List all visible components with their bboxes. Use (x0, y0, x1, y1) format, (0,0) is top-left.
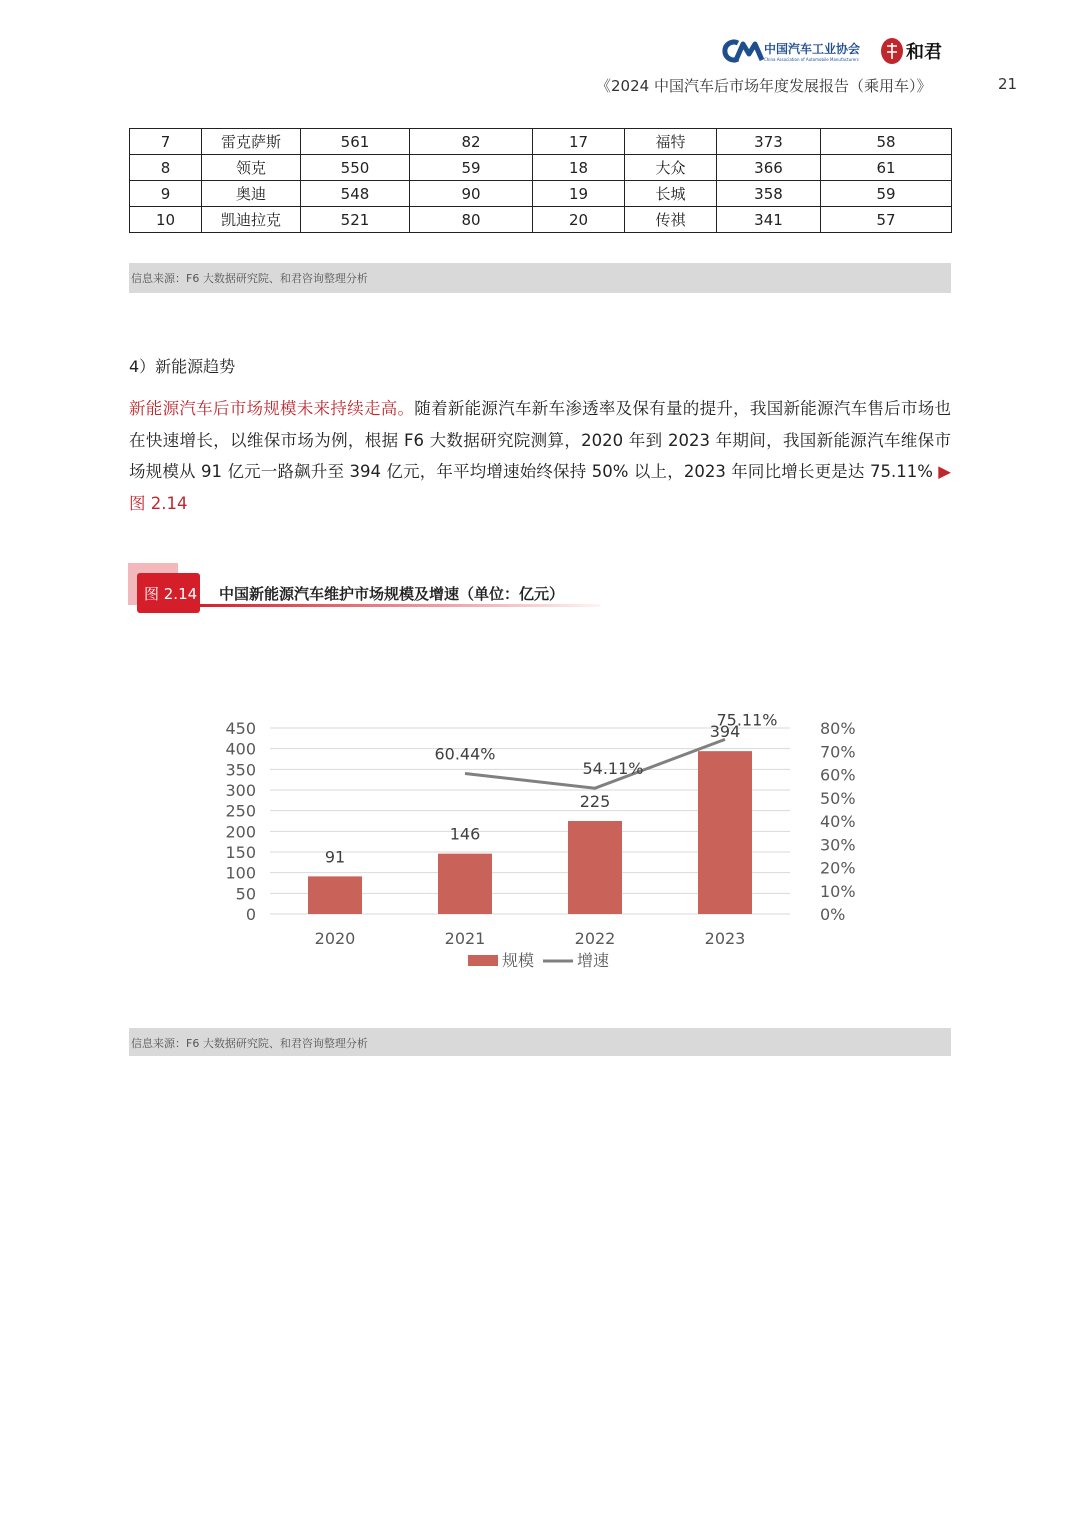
y2-tick-label: 30% (820, 835, 856, 855)
bar (698, 751, 752, 914)
table-cell: 长城 (625, 181, 717, 207)
org-name-en: China Association of Automobile Manufacturers (764, 57, 859, 62)
table-cell: 550 (301, 155, 410, 181)
y-tick-label: 400 (225, 739, 256, 759)
table-cell: 8 (130, 155, 202, 181)
table-row (130, 207, 952, 233)
table-cell: 58 (821, 129, 952, 155)
table-cell: 18 (533, 155, 625, 181)
partner-logo-text: 和君 (906, 42, 942, 63)
y-tick-label: 250 (225, 801, 256, 821)
figure-reference-link[interactable]: ▶图 2.14 (129, 462, 951, 513)
legend-label-bar: 规模 (502, 951, 535, 970)
table-cell: 341 (717, 207, 821, 233)
table-cell: 90 (410, 181, 533, 207)
highlight-sentence: 新能源汽车后市场规模未来持续走高。 (129, 399, 415, 418)
y-tick-label: 200 (225, 822, 256, 842)
table-cell: 59 (410, 155, 533, 181)
table-row (130, 129, 952, 155)
table-cell: 521 (301, 207, 410, 233)
table-cell: 80 (410, 207, 533, 233)
table-cell: 10 (130, 207, 202, 233)
table-cell: 59 (821, 181, 952, 207)
line-value-label: 75.11% (716, 710, 778, 730)
line-value-label: 60.44% (434, 744, 496, 764)
figure-label: 图 2.14 (144, 585, 198, 603)
legend-label-line: 增速 (577, 951, 610, 970)
y2-tick-label: 0% (820, 905, 846, 924)
body-paragraph (129, 393, 951, 519)
bar (308, 876, 362, 914)
y2-tick-label: 70% (820, 742, 856, 762)
y-tick-label: 150 (225, 843, 256, 862)
report-title: 《2024 中国汽车后市场年度发展报告（乘用车）》 (596, 77, 932, 95)
bar-value-label: 91 (324, 847, 346, 867)
table-cell: 57 (821, 207, 952, 233)
table-cell: 凯迪拉克 (202, 207, 301, 233)
y2-tick-label: 50% (820, 788, 856, 808)
line-value-label: 54.11% (582, 759, 644, 779)
y2-tick-label: 40% (820, 812, 856, 831)
table-cell: 领克 (202, 155, 301, 181)
figure-title: 中国新能源汽车维护市场规模及增速（单位：亿元） (219, 585, 565, 603)
y-tick-label: 50 (235, 884, 256, 904)
y2-tick-label: 80% (820, 719, 856, 738)
y2-tick-label: 20% (820, 858, 856, 878)
x-tick-label: 2022 (574, 929, 616, 948)
y-tick-label: 300 (225, 781, 256, 800)
page-number: 21 (998, 75, 1018, 93)
y2-tick-label: 60% (820, 765, 856, 785)
caam-logo-icon (720, 38, 764, 64)
source-note: 信息来源：F6 大数据研究院、和君咨询整理分析 (129, 263, 951, 293)
paragraph-text: 随着新能源汽车新车渗透率及保有量的提升，我国新能源汽车售后市场也在快速增长，以维保市场为例，根据 F6 大数据研究院测算，2020 年到 2023 年期间，我国新能源汽车维保市场规模从 91 亿元一路飙升至 394 亿元，年平均增速始终保持 50% 以上，2023 年同比增长更是达 75.11% (129, 399, 951, 481)
market-size-chart (200, 710, 880, 975)
ranking-table (129, 128, 952, 233)
bar-value-label: 225 (579, 792, 611, 811)
table-cell: 7 (130, 129, 202, 155)
bar-value-label: 146 (449, 824, 481, 844)
table-cell: 561 (301, 129, 410, 155)
x-tick-label: 2021 (444, 929, 486, 948)
y2-tick-label: 10% (820, 881, 856, 901)
figure-title-underline (200, 604, 600, 607)
section-heading: 4）新能源趋势 (129, 357, 236, 376)
table-cell: 9 (130, 181, 202, 207)
org-name: 中国汽车工业协会 (764, 42, 861, 56)
bar (438, 854, 492, 914)
y-tick-label: 450 (225, 719, 256, 738)
y-tick-label: 0 (245, 905, 256, 924)
table-cell: 20 (533, 207, 625, 233)
table-cell: 61 (821, 155, 952, 181)
table-cell: 17 (533, 129, 625, 155)
legend-swatch-bar (468, 955, 498, 966)
table-cell: 福特 (625, 129, 717, 155)
bar (568, 821, 622, 914)
bar-value-label: 394 (709, 722, 741, 742)
table-cell: 19 (533, 181, 625, 207)
table-cell: 大众 (625, 155, 717, 181)
table-row (130, 155, 952, 181)
x-tick-label: 2020 (314, 929, 356, 948)
table-row (130, 181, 952, 207)
seal-icon (880, 37, 904, 65)
table-cell: 366 (717, 155, 821, 181)
table-cell: 雷克萨斯 (202, 129, 301, 155)
table-cell: 358 (717, 181, 821, 207)
table-cell: 82 (410, 129, 533, 155)
y-tick-label: 350 (225, 760, 256, 780)
table-cell: 373 (717, 129, 821, 155)
table-cell: 传祺 (625, 207, 717, 233)
table-cell: 548 (301, 181, 410, 207)
source-note-2: 信息来源：F6 大数据研究院、和君咨询整理分析 (129, 1028, 951, 1056)
table-cell: 奥迪 (202, 181, 301, 207)
y-tick-label: 100 (225, 863, 256, 883)
x-tick-label: 2023 (704, 929, 746, 948)
